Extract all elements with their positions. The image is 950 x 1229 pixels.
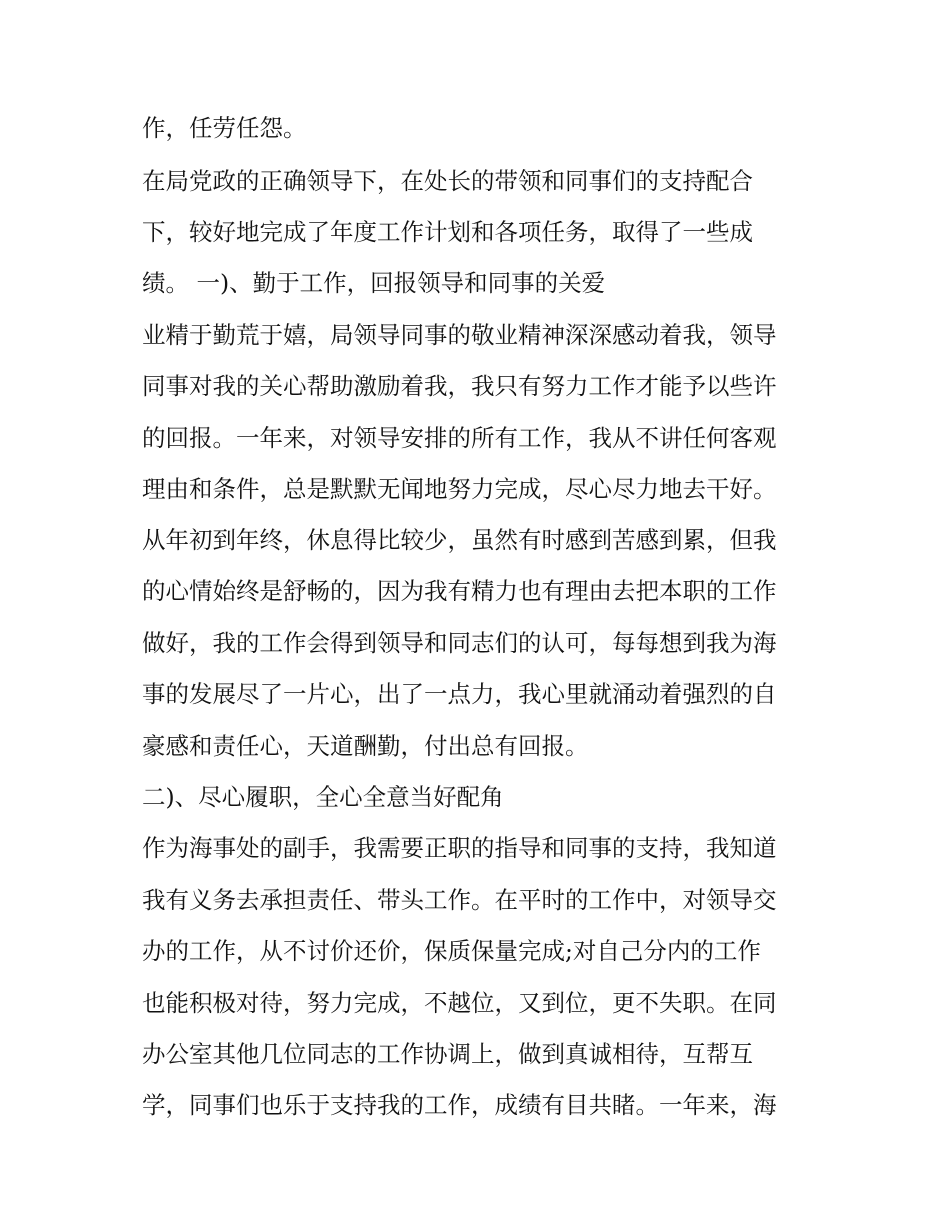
text-line: 也能积极对待，努力完成，不越位，又到位，更不失职。在同 bbox=[142, 989, 777, 1017]
section-heading: 绩。 一)、勤于工作，回报领导和同事的关爱 bbox=[142, 269, 606, 297]
text-line: 办公室其他几位同志的工作协调上，做到真诚相待，互帮互 bbox=[142, 1040, 753, 1068]
text-line: 作，任劳任怨。 bbox=[142, 114, 307, 142]
text-line: 的心情始终是舒畅的，因为我有精力也有理由去把本职的工作 bbox=[142, 577, 777, 605]
text-line: 事的发展尽了一片心，出了一点力，我心里就涌动着强烈的自 bbox=[142, 680, 777, 708]
text-line: 我有义务去承担责任、带头工作。在平时的工作中，对领导交 bbox=[142, 886, 777, 914]
text-line: 理由和条件，总是默默无闻地努力完成，尽心尽力地去干好。 bbox=[142, 475, 777, 503]
text-line: 豪感和责任心，天道酬勤，付出总有回报。 bbox=[142, 732, 589, 760]
text-line: 下，较好地完成了年度工作计划和各项任务，取得了一些成 bbox=[142, 218, 753, 246]
text-line: 从年初到年终，休息得比较少，虽然有时感到苦感到累，但我 bbox=[142, 526, 777, 554]
text-line: 业精于勤荒于嬉，局领导同事的敬业精神深深感动着我，领导 bbox=[142, 321, 777, 349]
text-line: 同事对我的关心帮助激励着我，我只有努力工作才能予以些许 bbox=[142, 372, 777, 400]
text-line: 在局党政的正确领导下，在处长的带领和同事们的支持配合 bbox=[142, 167, 753, 195]
section-heading: 二)、尽心履职，全心全意当好配角 bbox=[142, 783, 504, 811]
text-line: 的回报。一年来，对领导安排的所有工作，我从不讲任何客观 bbox=[142, 424, 777, 452]
text-line: 作为海事处的副手，我需要正职的指导和同事的支持，我知道 bbox=[142, 834, 777, 862]
text-line: 学，同事们也乐于支持我的工作，成绩有目共睹。一年来，海 bbox=[142, 1091, 777, 1119]
text-line: 办的工作，从不讨价还价，保质保量完成;对自己分内的工作 bbox=[142, 937, 761, 965]
text-line: 做好，我的工作会得到领导和同志们的认可，每每想到我为海 bbox=[142, 629, 777, 657]
